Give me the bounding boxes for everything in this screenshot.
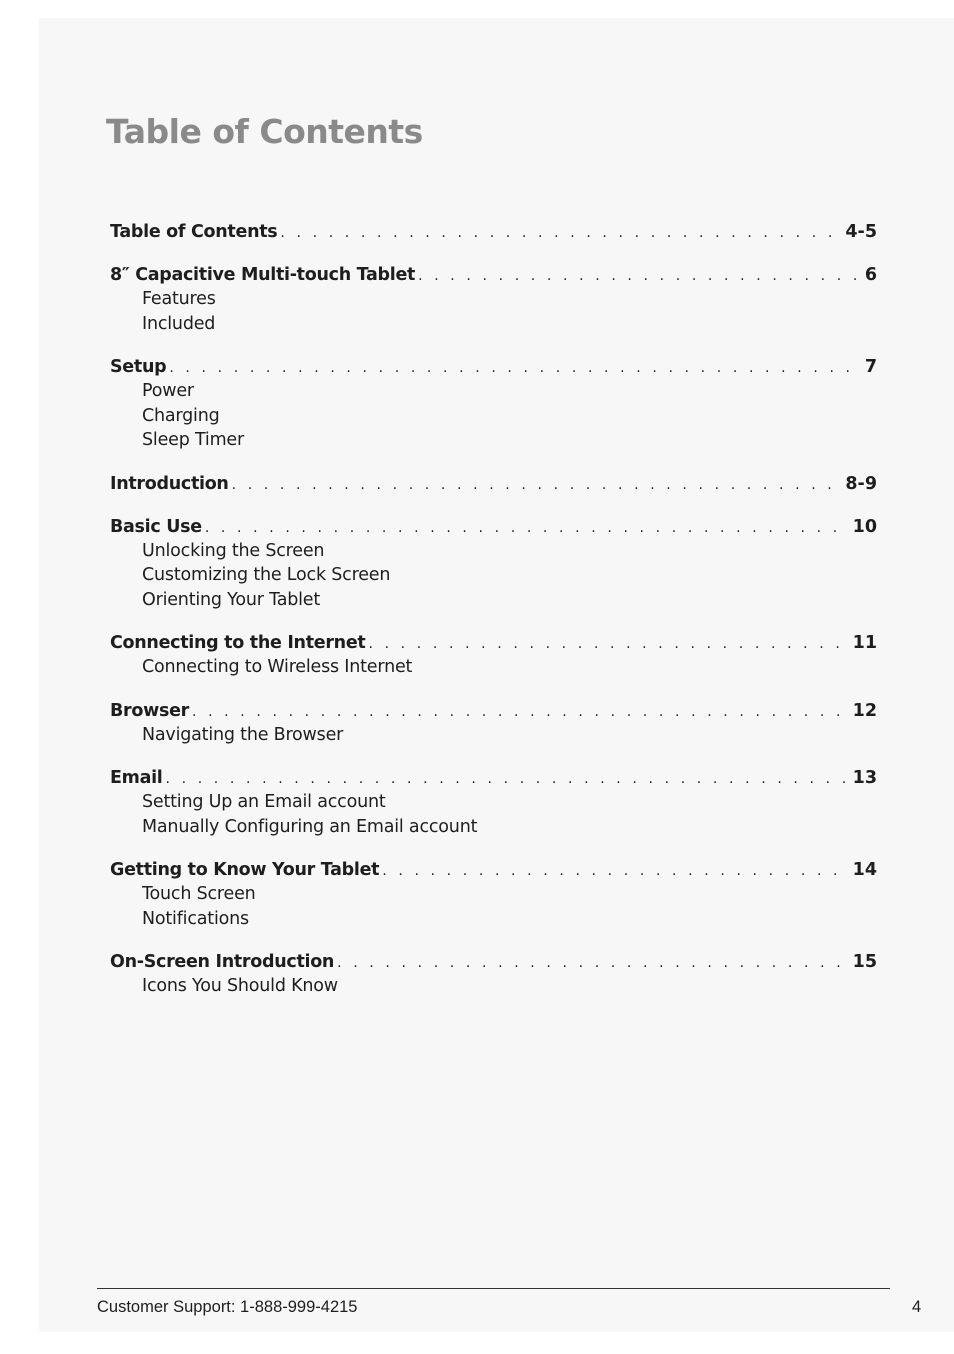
dot-leader bbox=[418, 264, 858, 288]
toc-entry-label: Email bbox=[110, 768, 163, 788]
footer-support-text: Customer Support: 1-888-999-4215 bbox=[97, 1298, 358, 1316]
toc-entry-label: Basic Use bbox=[110, 516, 202, 537]
toc-subentry[interactable]: Power bbox=[142, 381, 194, 401]
dot-leader bbox=[192, 700, 846, 724]
toc-section bbox=[110, 950, 877, 999]
toc-entry-table-of-contents[interactable] bbox=[110, 220, 877, 244]
dot-leader bbox=[368, 632, 845, 656]
toc-entry-label: Connecting to the Internet bbox=[110, 633, 366, 653]
toc-entry-label: Getting to Know Your Tablet bbox=[110, 860, 380, 880]
page-title: Table of Contents bbox=[106, 112, 423, 151]
toc-entry-page: 10 bbox=[852, 516, 877, 537]
toc-entry-page: 6 bbox=[864, 265, 877, 285]
toc-entry-label: Browser bbox=[110, 700, 189, 721]
toc-section bbox=[110, 858, 877, 931]
toc-subentry[interactable]: Notifications bbox=[142, 908, 249, 929]
toc-entry-getting-to-know[interactable] bbox=[110, 858, 877, 882]
footer-divider bbox=[97, 1288, 890, 1289]
dot-leader bbox=[232, 473, 839, 497]
toc-entry-page: 11 bbox=[852, 633, 877, 653]
toc-entry-setup[interactable] bbox=[110, 355, 877, 379]
toc-entry-page: 7 bbox=[864, 357, 877, 377]
toc-entry-label: 8″ Capacitive Multi-touch Tablet bbox=[110, 265, 416, 285]
toc-section bbox=[110, 355, 877, 453]
toc-entry-introduction[interactable] bbox=[110, 472, 877, 496]
toc-section bbox=[110, 220, 877, 244]
toc-entry-label: Setup bbox=[110, 357, 167, 377]
toc-subentry[interactable]: Icons You Should Know bbox=[142, 976, 338, 996]
toc-section bbox=[110, 631, 877, 680]
toc-entry-page: 13 bbox=[852, 768, 877, 788]
toc-entry-page: 12 bbox=[852, 700, 877, 721]
toc-subentry[interactable]: Touch Screen bbox=[142, 884, 256, 904]
toc-subentry[interactable]: Sleep Timer bbox=[142, 430, 244, 450]
toc-section bbox=[110, 766, 877, 839]
toc-section bbox=[110, 472, 877, 496]
toc-entry-label: Table of Contents bbox=[110, 222, 278, 242]
toc-entry-email[interactable] bbox=[110, 766, 877, 790]
toc-subentry[interactable]: Customizing the Lock Screen bbox=[142, 565, 391, 585]
toc-entry-page: 15 bbox=[852, 952, 877, 972]
toc-entry-tablet[interactable] bbox=[110, 263, 877, 287]
toc-entry-basic-use[interactable] bbox=[110, 515, 877, 539]
toc-entry-label: On-Screen Introduction bbox=[110, 952, 335, 972]
toc-section bbox=[110, 515, 877, 613]
toc-subentry[interactable]: Features bbox=[142, 289, 216, 309]
dot-leader bbox=[382, 859, 845, 883]
toc-entry-page: 8-9 bbox=[845, 473, 877, 494]
dot-leader bbox=[337, 951, 846, 975]
toc-subentry[interactable]: Connecting to Wireless Internet bbox=[142, 657, 413, 677]
toc-section bbox=[110, 263, 877, 336]
dot-leader bbox=[280, 221, 838, 245]
dot-leader bbox=[205, 516, 846, 540]
dot-leader bbox=[166, 767, 846, 791]
page-number: 4 bbox=[912, 1298, 922, 1316]
toc-entry-browser[interactable] bbox=[110, 699, 877, 723]
table-of-contents bbox=[110, 220, 877, 1018]
toc-section bbox=[110, 699, 877, 748]
toc-subentry[interactable]: Navigating the Browser bbox=[142, 724, 344, 745]
toc-subentry[interactable]: Setting Up an Email account bbox=[142, 792, 386, 812]
toc-entry-on-screen-intro[interactable] bbox=[110, 950, 877, 974]
toc-subentry[interactable]: Manually Configuring an Email account bbox=[142, 816, 478, 837]
toc-entry-page: 4-5 bbox=[845, 222, 877, 242]
dot-leader bbox=[169, 356, 857, 380]
toc-subentry[interactable]: Included bbox=[142, 313, 216, 334]
toc-entry-page: 14 bbox=[852, 860, 877, 880]
toc-subentry[interactable]: Unlocking the Screen bbox=[142, 540, 325, 561]
toc-entry-label: Introduction bbox=[110, 473, 229, 494]
toc-entry-connecting[interactable] bbox=[110, 631, 877, 655]
toc-subentry[interactable]: Charging bbox=[142, 405, 220, 426]
toc-subentry[interactable]: Orienting Your Tablet bbox=[142, 589, 321, 610]
